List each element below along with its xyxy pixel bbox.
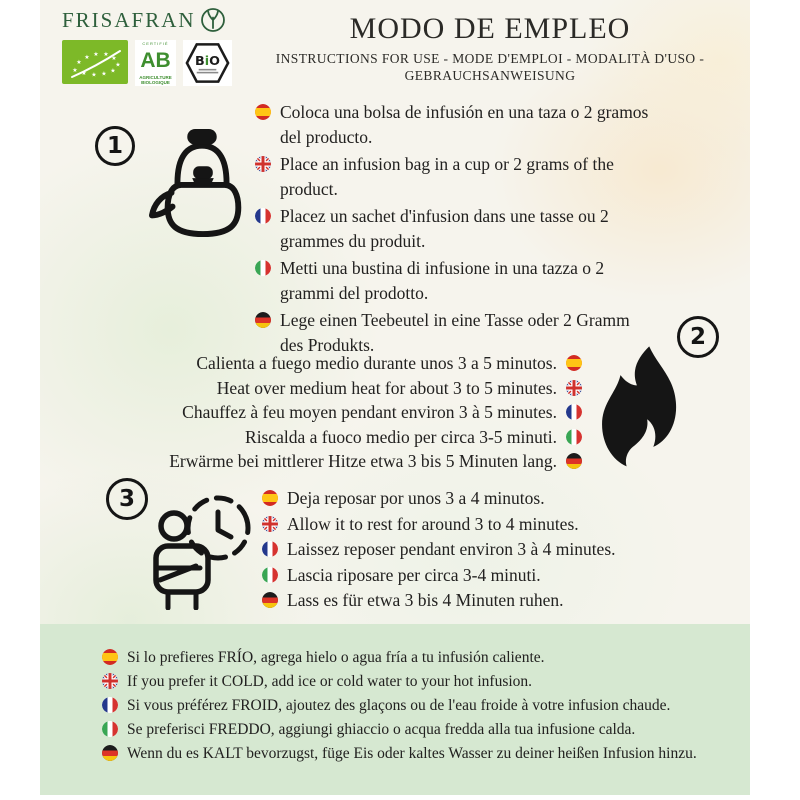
sheet-content <box>40 0 750 795</box>
instruction-de: Wenn du es KALT bevorzugst, füge Eis oder kaltes Wasser zu deiner heißen Infusion hinzu. <box>102 742 732 766</box>
germany-flag-icon <box>566 453 582 469</box>
italy-flag-icon <box>255 260 271 276</box>
spain-flag-icon <box>255 104 271 120</box>
spain-flag-icon <box>262 490 278 506</box>
eu-organic-logo-icon <box>62 40 128 84</box>
spain-flag-icon <box>566 355 582 371</box>
instruction-en: Heat over medium heat for about 3 to 5 minutes. <box>58 376 582 401</box>
brand-name: FRISAFRAN <box>62 7 196 32</box>
page-title: MODO DE EMPLEO <box>349 12 631 45</box>
svg-text:★: ★ <box>115 61 121 69</box>
step-1-instructions <box>255 100 657 360</box>
instruction-es: Deja reposar por unos 3 a 4 minutos. <box>262 486 682 511</box>
flame-icon <box>600 344 682 478</box>
instruction-de: Lass es für etwa 3 bis 4 Minuten ruhen. <box>262 588 682 613</box>
italy-flag-icon <box>102 721 118 737</box>
instruction-de: Erwärme bei mittlerer Hitze etwa 3 bis 5 Minuten lang. <box>58 449 582 474</box>
italy-flag-icon <box>262 567 278 583</box>
uk-flag-icon <box>102 673 118 689</box>
cold-option-panel <box>40 624 750 795</box>
cold-option-instructions <box>102 646 732 766</box>
instruction-fr: Chauffez à feu moyen pendant environ 3 à 5 minutes. <box>58 400 582 425</box>
instruction-de: Lege einen Teebeutel in eine Tasse oder 2 Gramm des Produkts. <box>255 308 657 357</box>
ab-organic-logo-icon: CERTIFIÉ AB AGRICULTURE BIOLOGIQUE <box>135 40 176 86</box>
instruction-it: Metti una bustina di infusione in una tazza o 2 grammi del prodotto. <box>255 256 657 305</box>
sprout-logo-icon <box>200 7 226 33</box>
page-subtitle: INSTRUCTIONS FOR USE - MODE D'EMPLOI - MODALITÀ D'USO - GEBRAUCHSANWEISUNG <box>275 51 705 83</box>
instruction-en: Allow it to rest for around 3 to 4 minutes. <box>262 512 682 537</box>
instruction-es: Calienta a fuego medio durante unos 3 a 5 minutos. <box>58 351 582 376</box>
svg-text:★: ★ <box>91 71 97 79</box>
instruction-fr: Placez un sachet d'infusion dans une tasse ou 2 grammes du produit. <box>255 204 657 253</box>
svg-text:★: ★ <box>76 59 82 66</box>
step-3-instructions <box>262 486 682 614</box>
uk-flag-icon <box>262 516 278 532</box>
instruction-it: Lascia riposare per circa 3-4 minuti. <box>262 563 682 588</box>
italy-flag-icon <box>566 429 582 445</box>
instruction-it: Riscalda a fuoco medio per circa 3-5 minuti. <box>58 425 582 450</box>
instruction-fr: Laissez reposer pendant environ 3 à 4 minutes. <box>262 537 682 562</box>
title-block <box>250 12 730 84</box>
instruction-en: Place an infusion bag in a cup or 2 grams of the product. <box>255 152 657 201</box>
svg-text:★: ★ <box>72 67 78 74</box>
uk-flag-icon <box>566 380 582 396</box>
instruction-it: Se preferisci FREDDO, aggiungi ghiaccio o acqua fredda alla tua infusione calda. <box>102 718 732 742</box>
france-flag-icon <box>102 697 118 713</box>
step-1-number: 1 <box>95 126 135 166</box>
france-flag-icon <box>262 541 278 557</box>
germany-flag-icon <box>262 592 278 608</box>
svg-text:★: ★ <box>81 70 87 77</box>
waiting-clock-icon <box>138 488 260 610</box>
spain-flag-icon <box>102 649 118 665</box>
svg-text:★: ★ <box>101 70 107 78</box>
bio-seal-logo-icon <box>183 40 232 86</box>
svg-text:BiO: BiO <box>195 53 220 69</box>
instruction-es: Coloca una bolsa de infusión en una taza o 2 gramos del producto. <box>255 100 657 149</box>
germany-flag-icon <box>255 312 271 328</box>
instruction-fr: Si vous préférez FROID, ajoutez des glaçons ou de l'eau froide à votre infusion chaude. <box>102 694 732 718</box>
svg-text:★: ★ <box>110 67 116 75</box>
svg-text:★: ★ <box>93 51 99 58</box>
certification-logos <box>62 40 232 86</box>
step-2-number: 2 <box>677 316 719 358</box>
france-flag-icon <box>255 208 271 224</box>
svg-text:★: ★ <box>111 55 117 62</box>
instruction-en: If you prefer it COLD, add ice or cold water to your hot infusion. <box>102 670 732 694</box>
brand-logo <box>62 7 226 33</box>
uk-flag-icon <box>255 156 271 172</box>
kettle-icon <box>148 122 256 244</box>
france-flag-icon <box>566 404 582 420</box>
svg-text:★: ★ <box>103 51 109 58</box>
svg-text:★: ★ <box>84 54 90 61</box>
instruction-es: Si lo prefieres FRÍO, agrega hielo o agua fría a tu infusión caliente. <box>102 646 732 670</box>
germany-flag-icon <box>102 745 118 761</box>
step-3-number: 3 <box>106 478 148 520</box>
step-2-instructions <box>58 351 582 474</box>
